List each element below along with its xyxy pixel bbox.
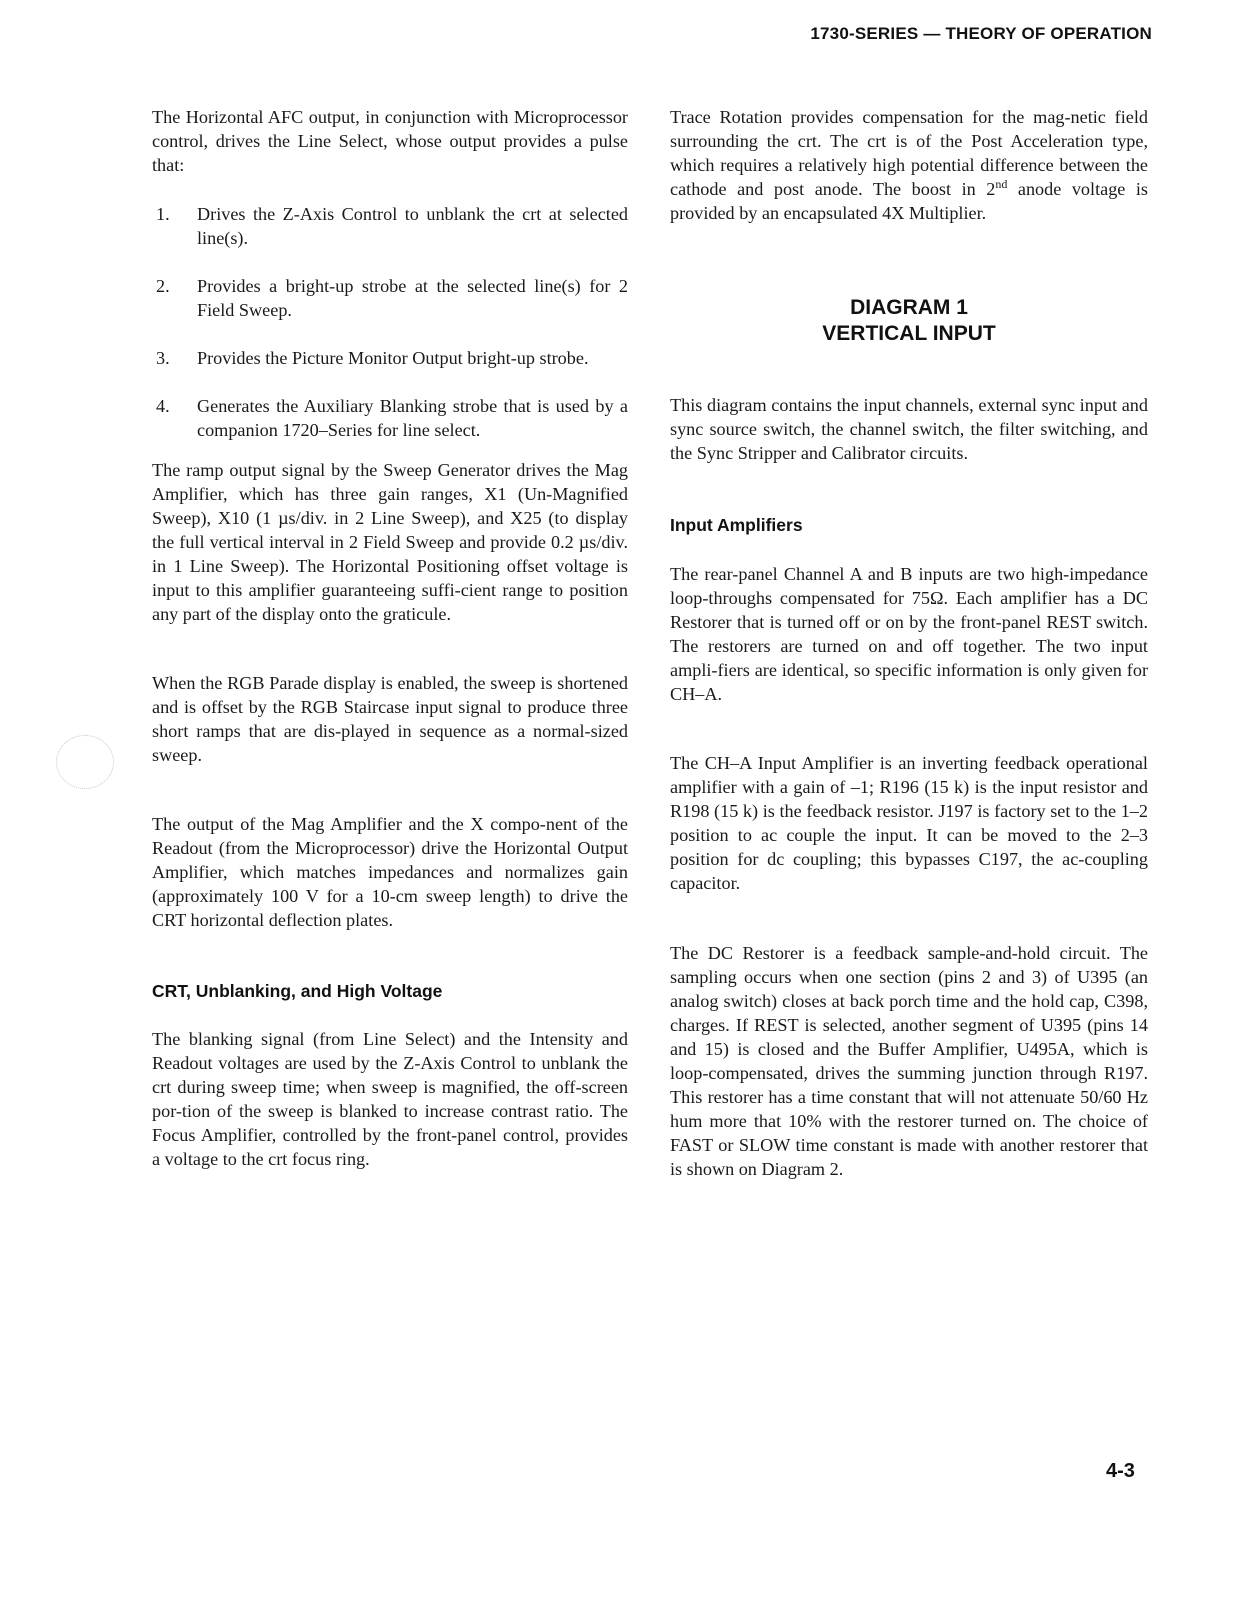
diagram-description-paragraph: This diagram contains the input channels, external sync input and sync source switch, the channel switch, the filter switching, and the Sync Stripper and Calibrator circuits. (670, 395, 1148, 463)
rear-panel-paragraph: The rear-panel Channel A and B inputs are two high-impedance loop-throughs compensated for 75Ω. Each amplifier has a DC Restorer that is turned off or on by the front-panel REST switch. The restorers are turned on and off together. The two input ampli-fiers are identical, so specific information is only given for CH–A. (670, 564, 1148, 704)
diagram-heading (670, 295, 1148, 347)
list-number: 2. (156, 276, 170, 296)
list-item (152, 274, 628, 322)
list-text: Provides the Picture Monitor Output bright-up strobe. (197, 348, 589, 368)
running-header: 1730-SERIES — THEORY OF OPERATION (810, 24, 1152, 43)
list-text: Drives the Z-Axis Control to unblank the crt at selected line(s). (197, 204, 628, 248)
ramp-paragraph: The ramp output signal by the Sweep Generator drives the Mag Amplifier, which has three gain ranges, X1 (Un-Magnified Sweep), X10 (1 µs/div. in 2 Line Sweep), and X25 (to display the full vertical interval in 2 Field Sweep and provide 0.2 µs/div. in 1 Line Sweep). The Horizontal Positioning offset voltage is input to this amplifier guaranteeing suffi-cient range to position any part of the display onto the graticule. (152, 460, 628, 624)
trace-text-part-1: Trace Rotation provides compensation for the mag-netic field surrounding the crt. The crt is of the Post Acceleration type, which requires a relatively high potential difference between the cathode and post anode. The boost in 2 (670, 107, 1148, 199)
left-column (152, 105, 628, 1171)
list-item (152, 394, 628, 442)
trace-rotation-paragraph (670, 105, 1148, 225)
list-item (152, 202, 628, 250)
scan-blot (56, 735, 114, 789)
list-number: 3. (156, 348, 170, 368)
page-number: 4-3 (1106, 1460, 1135, 1482)
list-number: 1. (156, 204, 170, 224)
trace-text-part-2: anode voltage is provided by an encapsulated 4X Multiplier. (670, 179, 1149, 223)
diagram-number: DIAGRAM 1 (850, 296, 968, 319)
rgb-parade-paragraph: When the RGB Parade display is enabled, the sweep is shortened and is offset by the RGB Staircase input signal to produce three short ramps that are dis-played in sequence as a normal-sized sweep. (152, 673, 628, 765)
input-amplifiers-heading: Input Amplifiers (670, 515, 803, 535)
crt-section-heading: CRT, Unblanking, and High Voltage (152, 981, 443, 1001)
diagram-title: VERTICAL INPUT (822, 322, 996, 345)
list-text: Provides a bright-up strobe at the selected line(s) for 2 Field Sweep. (197, 276, 628, 320)
blanking-paragraph: The blanking signal (from Line Select) and the Intensity and Readout voltages are used by the Z-Axis Control to unblank the crt during sweep time; when sweep is magnified, the off-screen por-tion of the sweep is blanked to increase contrast ratio. The Focus Amplifier, controlled by the front-panel control, provides a voltage to the crt focus ring. (152, 1029, 628, 1169)
ordinal-superscript: nd (995, 176, 1008, 191)
list-item (152, 346, 628, 370)
intro-paragraph: The Horizontal AFC output, in conjunction with Microprocessor control, drives the Line Select, whose output provides a pulse that: (152, 107, 628, 175)
pulse-function-list (152, 202, 628, 442)
mag-output-paragraph: The output of the Mag Amplifier and the X compo-nent of the Readout (from the Microprocessor) drive the Horizontal Output Amplifier, which matches impedances and normalizes gain (approximately 100 V for a 10-cm sweep length) to drive the CRT horizontal deflection plates. (152, 814, 628, 930)
right-column (670, 105, 1148, 1181)
dc-restorer-paragraph: The DC Restorer is a feedback sample-and-hold circuit. The sampling occurs when one section (pins 2 and 3) of U395 (an analog switch) closes at back porch time and the hold cap, C398, charges. If REST is selected, another segment of U395 (pins 14 and 15) is closed and the Buffer Amplifier, U495A, which is loop-compensated, drives the summing junction through R197. This restorer has a time constant that will not attenuate 50/60 Hz hum more that 10% with the restorer turned on. The choice of FAST or SLOW time constant is made with another restorer that is shown on Diagram 2. (670, 943, 1148, 1179)
list-text: Generates the Auxiliary Blanking strobe that is used by a companion 1720–Series for line select. (197, 396, 628, 440)
list-number: 4. (156, 396, 170, 416)
cha-amplifier-paragraph: The CH–A Input Amplifier is an inverting feedback operational amplifier with a gain of –1; R196 (15 k) is the input resistor and R198 (15 k) is the feedback resistor. J197 is factory set to the 1–2 position to ac couple the input. It can be moved to the 2–3 position for dc coupling; this bypasses C197, the ac-coupling capacitor. (670, 753, 1148, 893)
